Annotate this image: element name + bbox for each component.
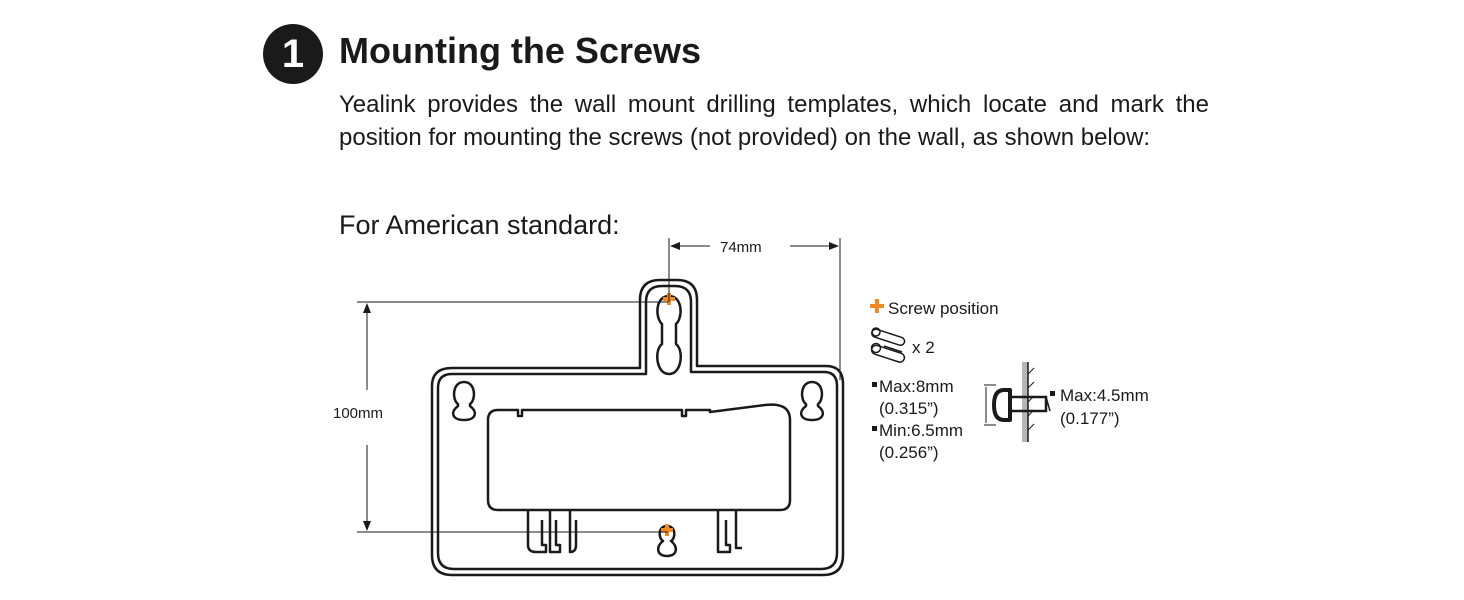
height-dimension: [357, 302, 668, 532]
screw-position-legend-label: Screw position: [888, 299, 999, 318]
width-dimension-label: 74mm: [720, 239, 762, 256]
bullet-icon: [872, 382, 877, 387]
section-title: Mounting the Screws: [339, 30, 702, 71]
height-dimension-label: 100mm: [333, 405, 384, 422]
standard-subheading: For American standard:: [339, 210, 620, 240]
bullet-icon: [872, 426, 877, 431]
max-shaft-size: Max:4.5mm: [1060, 386, 1149, 405]
wall-mount-bracket: [432, 280, 843, 575]
width-dimension: [669, 238, 840, 380]
screw-position-legend-icon: [870, 299, 884, 313]
screws-and-anchors-icon: [870, 328, 905, 363]
intro-paragraph: Yealink provides the wall mount drilling templates, which locate and mark the position for mounting the screws (not provided) on the wall, as shown below:: [339, 91, 1209, 151]
step-number-badge: 1: [263, 24, 323, 84]
screw-count-label: x 2: [912, 338, 935, 357]
max-head-size-inches: (0.315”): [879, 399, 939, 418]
min-head-size: Min:6.5mm: [879, 421, 964, 440]
max-head-size: Max:8mm: [879, 377, 954, 396]
min-head-size-inches: (0.256”): [879, 443, 939, 462]
bullet-icon: [1050, 391, 1055, 396]
max-shaft-size-inches: (0.177”): [1060, 409, 1120, 428]
screw-in-wall-icon: [984, 362, 1050, 442]
